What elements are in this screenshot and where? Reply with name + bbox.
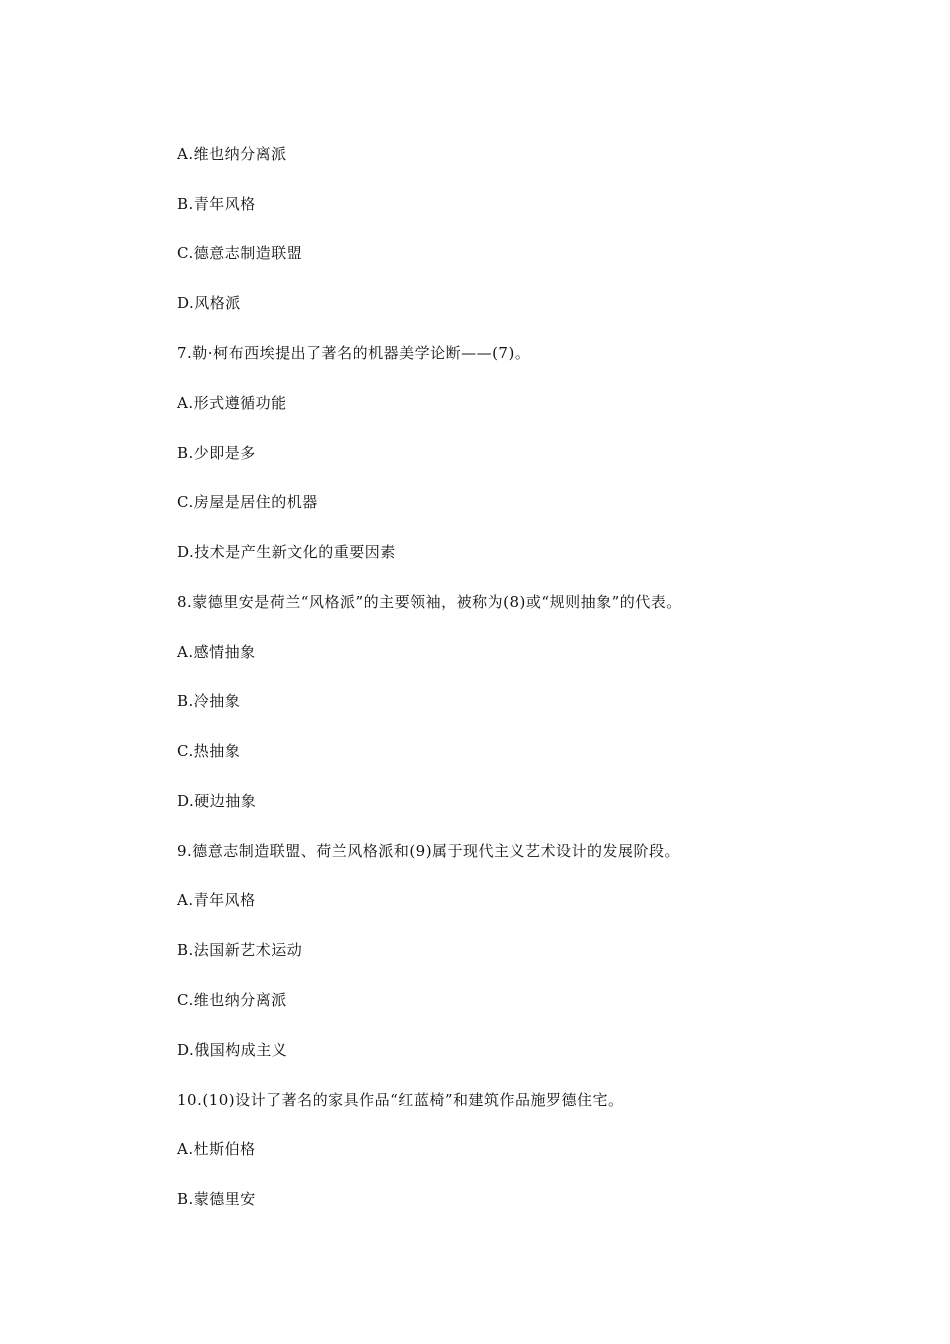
question-9: 9.德意志制造联盟、荷兰风格派和(9)属于现代主义艺术设计的发展阶段。 (177, 842, 681, 860)
option-b-q10: B.蒙德里安 (177, 1190, 256, 1208)
option-d-q8: D.硬边抽象 (177, 792, 257, 810)
option-a-q6: A.维也纳分离派 (177, 145, 287, 163)
option-a-q8: A.感情抽象 (177, 643, 256, 661)
option-b-q7: B.少即是多 (177, 444, 256, 462)
option-d-q9: D.俄国构成主义 (177, 1041, 288, 1059)
option-a-q7: A.形式遵循功能 (177, 394, 287, 412)
question-10: 10.(10)设计了著名的家具作品“红蓝椅”和建筑作品施罗德住宅。 (177, 1091, 624, 1109)
option-a-q10: A.杜斯伯格 (177, 1140, 256, 1158)
option-a-q9: A.青年风格 (177, 891, 256, 909)
question-7: 7.勒·柯布西埃提出了著名的机器美学论断——(7)。 (177, 344, 531, 362)
option-c-q6: C.德意志制造联盟 (177, 244, 303, 262)
option-c-q8: C.热抽象 (177, 742, 241, 760)
option-b-q6: B.青年风格 (177, 195, 256, 213)
option-c-q9: C.维也纳分离派 (177, 991, 287, 1009)
option-d-q6: D.风格派 (177, 294, 241, 312)
option-c-q7: C.房屋是居住的机器 (177, 493, 318, 511)
question-8: 8.蒙德里安是荷兰“风格派”的主要领袖，被称为(8)或“规则抽象”的代表。 (177, 593, 682, 611)
option-b-q9: B.法国新艺术运动 (177, 941, 303, 959)
option-d-q7: D.技术是产生新文化的重要因素 (177, 543, 396, 561)
option-b-q8: B.冷抽象 (177, 692, 241, 710)
